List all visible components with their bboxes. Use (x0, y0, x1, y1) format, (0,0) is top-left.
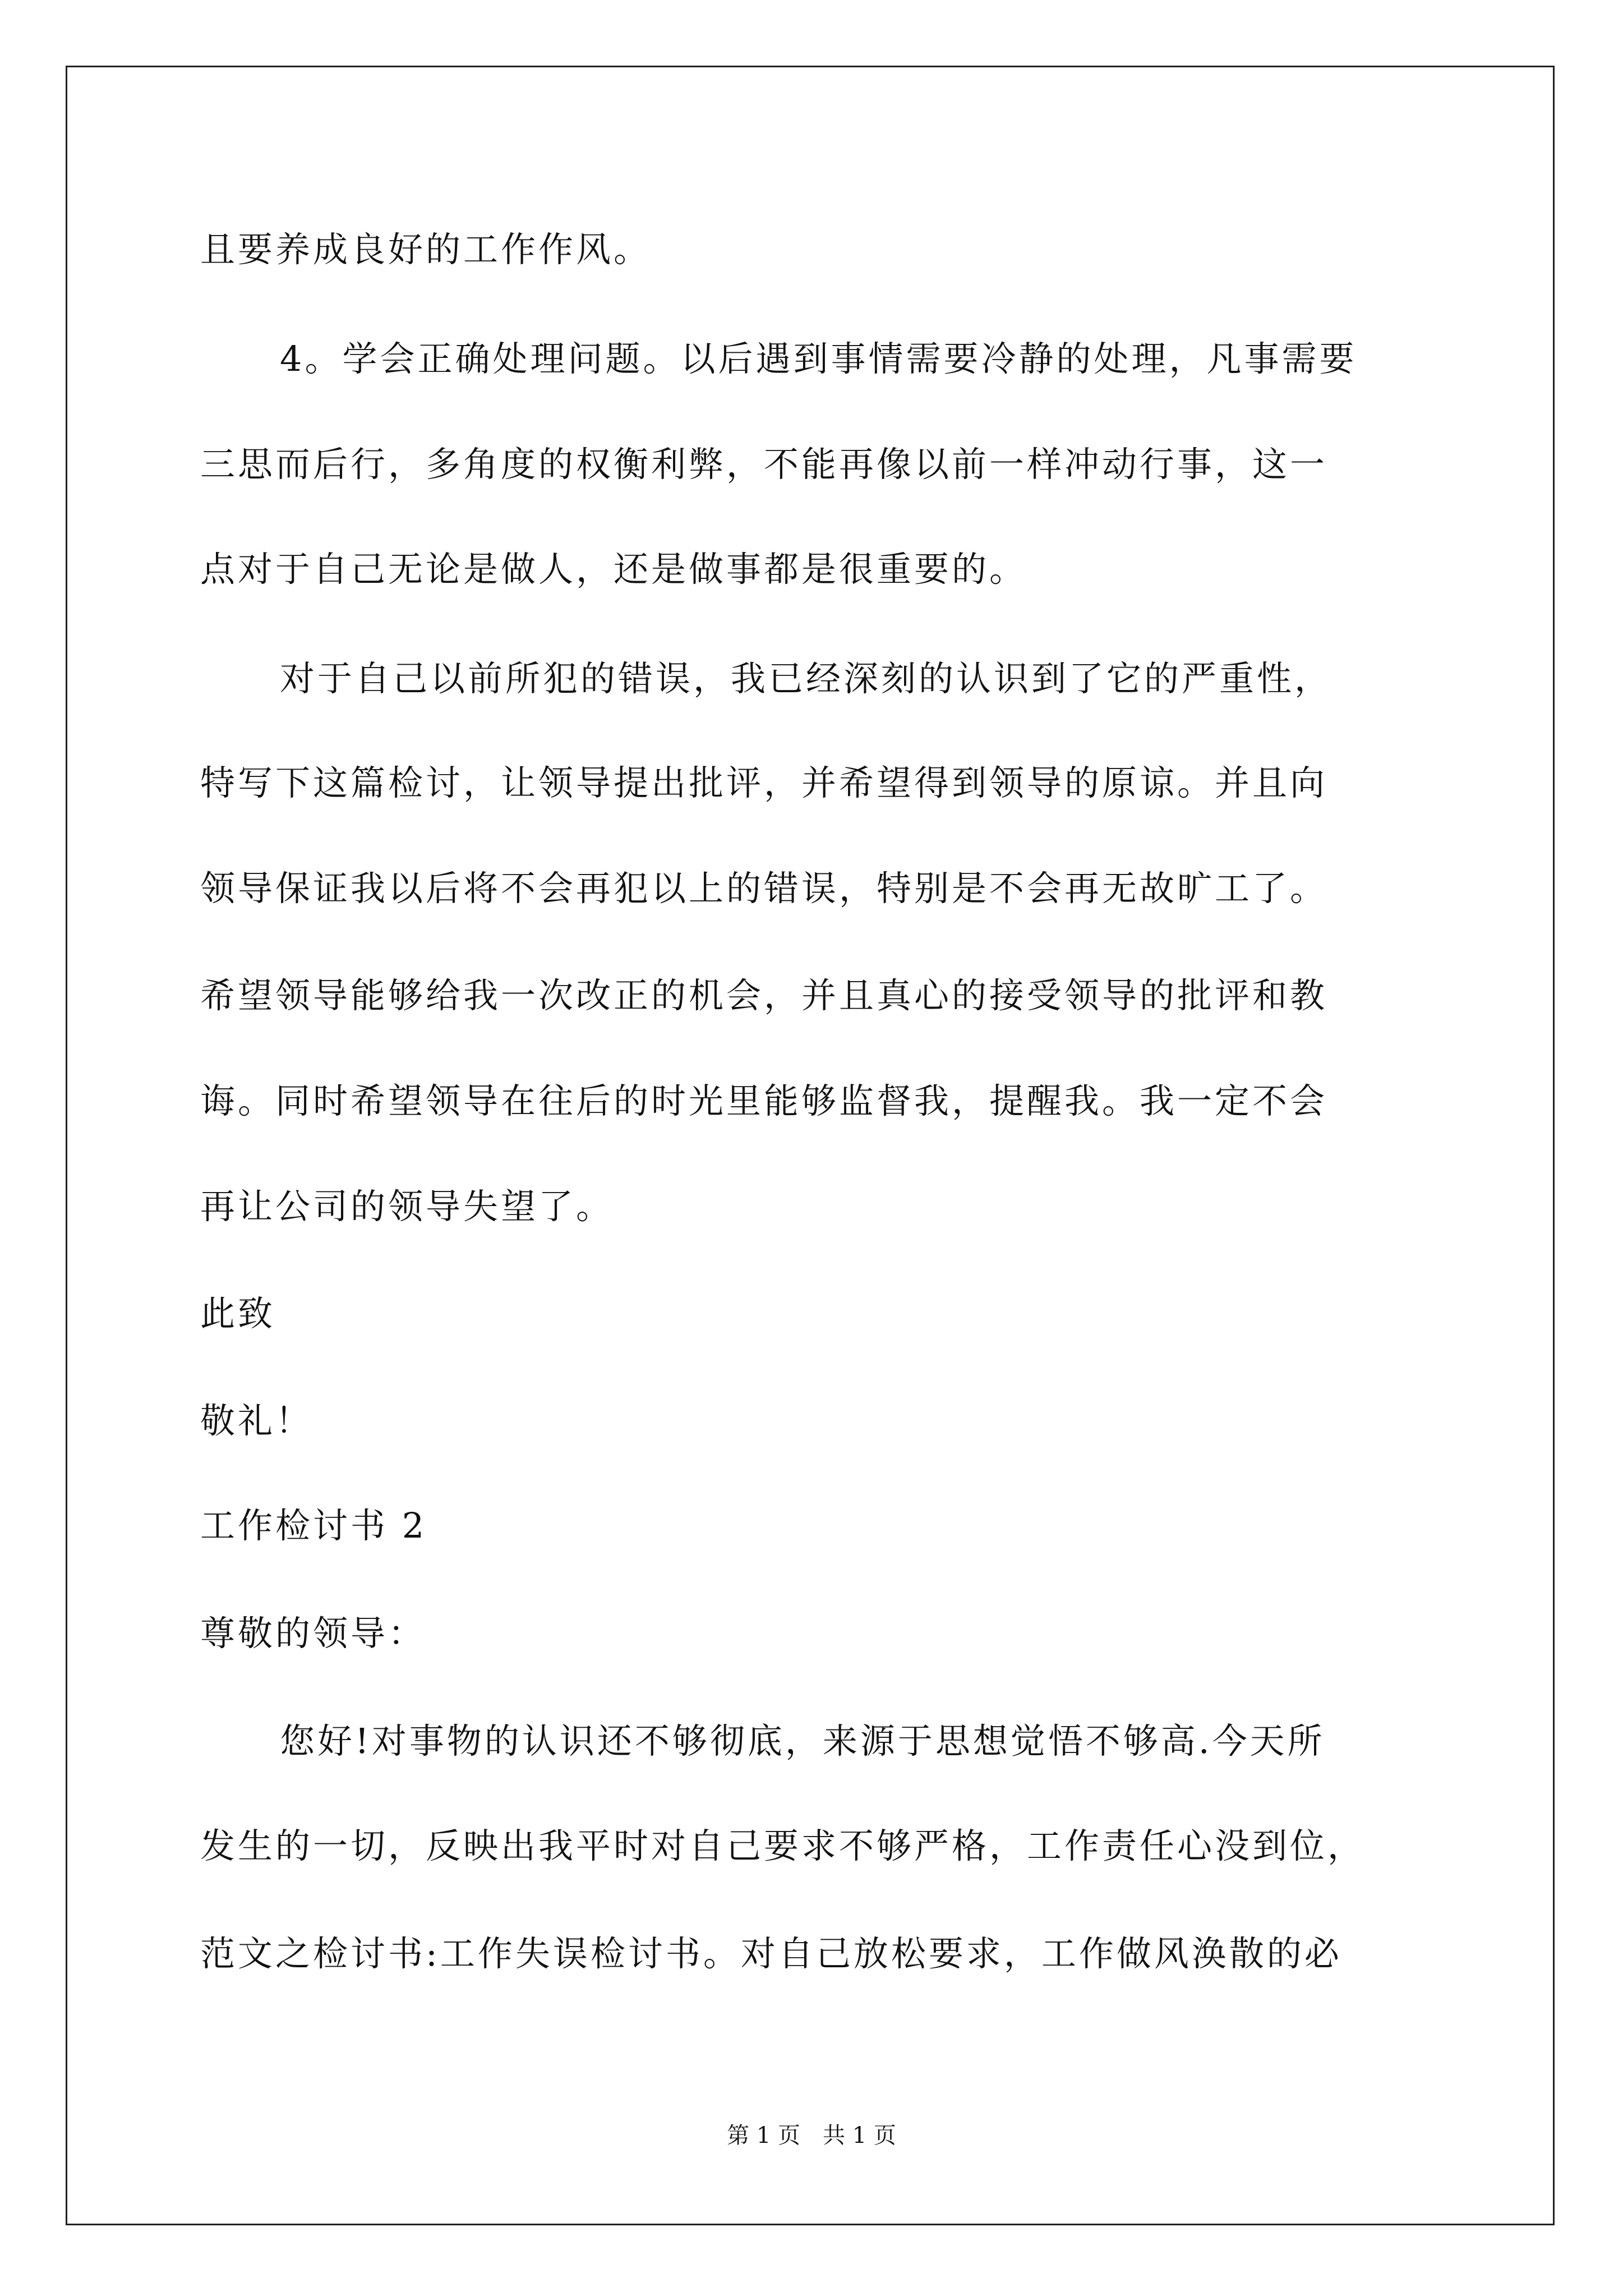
body-line: 对于自己以前所犯的错误，我已经深刻的认识到了它的严重性， (280, 658, 1332, 699)
body-line: 您好!对事物的认识还不够彻底，来源于思想觉悟不够高.今天所 (280, 1720, 1325, 1761)
closing-regards: 敬礼！ (200, 1400, 313, 1441)
body-line: 发生的一切，反映出我平时对自己要求不够严格，工作责任心没到位， (200, 1825, 1366, 1866)
section-title: 工作检讨书 2 (200, 1505, 427, 1546)
body-line: 点对于自己无论是做人，还是做事都是很重要的。 (200, 549, 1027, 590)
body-line: 4。学会正确处理问题。以后遇到事情需要冷静的处理，凡事需要 (280, 338, 1357, 379)
body-line: 特写下这篇检讨，让领导提出批评，并希望得到领导的原谅。并且向 (200, 762, 1328, 803)
body-line: 且要养成良好的工作作风。 (200, 229, 652, 270)
body-line: 三思而后行，多角度的权衡利弊，不能再像以前一样冲动行事，这一 (200, 444, 1328, 485)
greeting: 尊敬的领导： (200, 1613, 426, 1654)
body-line: 领导保证我以后将不会再犯以上的错误，特别是不会再无故旷工了。 (200, 868, 1328, 909)
closing-salutation: 此致 (200, 1293, 276, 1334)
page-footer: 第 1 页 共 1 页 (727, 2123, 896, 2148)
body-line: 范文之检讨书:工作失误检讨书。对自己放松要求，工作做风涣散的必 (200, 1933, 1342, 1974)
body-line: 再让公司的领导失望了。 (200, 1186, 614, 1227)
body-line: 诲。同时希望领导在往后的时光里能够监督我，提醒我。我一定不会 (200, 1080, 1328, 1121)
body-line: 希望领导能够给我一次改正的机会，并且真心的接受领导的批评和教 (200, 975, 1328, 1016)
page-border (66, 66, 1555, 2225)
